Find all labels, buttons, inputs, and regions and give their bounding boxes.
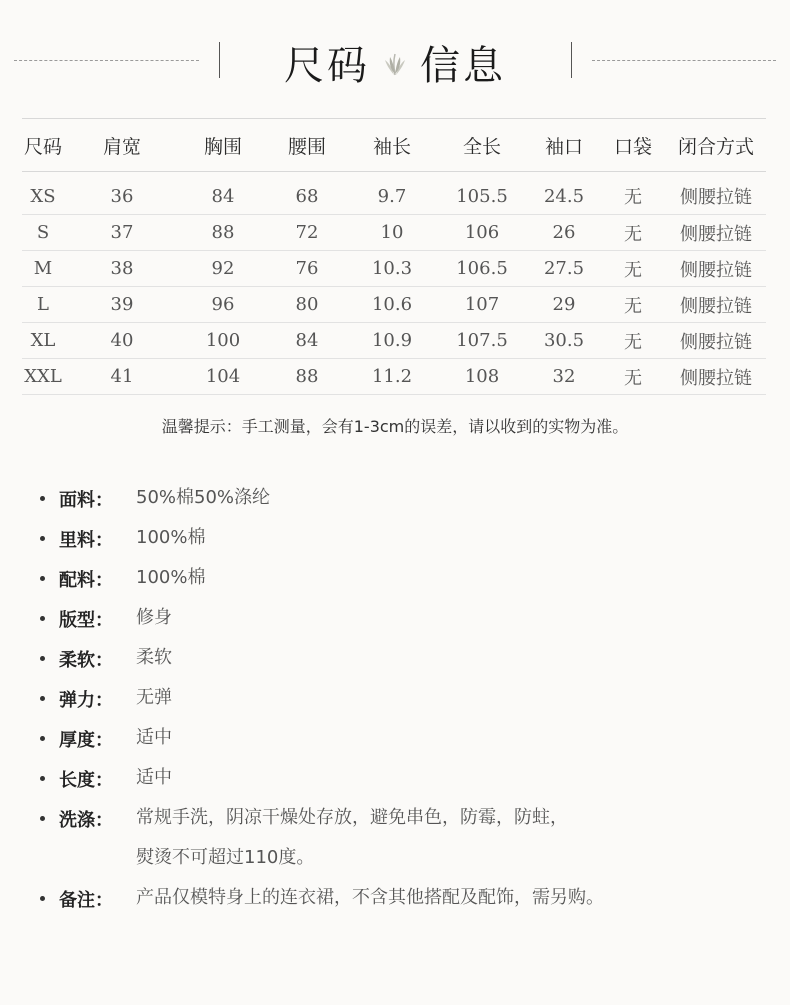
table-cell: 107.5 — [436, 323, 528, 359]
col-header: 闭合方式 — [666, 119, 766, 172]
table-cell: 41 — [64, 359, 180, 395]
attribute-value — [136, 678, 172, 718]
attribute-value — [136, 558, 205, 598]
attribute-value — [136, 758, 172, 798]
attribute-label: 配料： — [59, 570, 113, 591]
table-cell: 无 — [600, 215, 666, 251]
table-cell: M — [22, 251, 64, 287]
table-cell: 84 — [266, 323, 348, 359]
bullet-icon — [40, 736, 45, 741]
title-right: 信息 — [420, 43, 506, 89]
table-row — [22, 172, 766, 215]
attribute-label: 洗涤： — [59, 810, 113, 831]
table-row — [22, 287, 766, 323]
table-cell: 无 — [600, 359, 666, 395]
attribute-label: 面料： — [59, 490, 113, 511]
attribute-item — [38, 800, 768, 880]
table-header-row — [22, 119, 766, 172]
table-cell: 106.5 — [436, 251, 528, 287]
table-cell: 37 — [64, 215, 180, 251]
col-header: 尺码 — [22, 119, 64, 172]
col-header: 袖长 — [348, 119, 436, 172]
table-cell: 29 — [528, 287, 600, 323]
table-cell: 108 — [436, 359, 528, 395]
bullet-icon — [40, 616, 45, 621]
table-cell: XXL — [22, 359, 64, 395]
table-cell: 24.5 — [528, 172, 600, 215]
size-table-wrap — [22, 118, 766, 395]
attribute-item — [38, 520, 768, 560]
attribute-item — [38, 560, 768, 600]
bullet-icon — [40, 576, 45, 581]
attribute-value — [136, 878, 604, 918]
bullet-icon — [40, 896, 45, 901]
table-cell: 27.5 — [528, 251, 600, 287]
table-cell: 68 — [266, 172, 348, 215]
table-cell: 无 — [600, 172, 666, 215]
bullet-icon — [40, 776, 45, 781]
attribute-value-line: 柔软 — [136, 647, 172, 668]
table-cell: 10.6 — [348, 287, 436, 323]
section-title — [230, 34, 560, 91]
table-cell: 105.5 — [436, 172, 528, 215]
attribute-item — [38, 640, 768, 680]
col-header: 肩宽 — [64, 119, 180, 172]
attribute-value-line: 适中 — [136, 727, 172, 748]
attribute-value-line: 50%棉50%涤纶 — [136, 487, 271, 508]
attribute-label: 版型： — [59, 610, 113, 631]
title-left: 尺码 — [284, 43, 370, 89]
col-header: 全长 — [436, 119, 528, 172]
attribute-value-line: 100%棉 — [136, 567, 206, 588]
table-cell: 侧腰拉链 — [666, 323, 766, 359]
attribute-value-line: 常规手洗，阴凉干燥处存放，避免串色，防霉，防蛀， — [136, 807, 568, 828]
table-cell: 侧腰拉链 — [666, 251, 766, 287]
table-row — [22, 323, 766, 359]
table-cell: 侧腰拉链 — [666, 287, 766, 323]
table-row — [22, 359, 766, 395]
measurement-note: 温馨提示：手工测量，会有1-3cm的误差，请以收到的实物为准。 — [161, 417, 629, 436]
table-cell: 96 — [180, 287, 266, 323]
table-cell: 10.9 — [348, 323, 436, 359]
section-header — [0, 0, 790, 118]
table-cell: 10 — [348, 215, 436, 251]
table-cell: S — [22, 215, 64, 251]
attribute-value-line: 100%棉 — [136, 527, 206, 548]
bullet-icon — [40, 696, 45, 701]
table-cell: 26 — [528, 215, 600, 251]
table-cell: 侧腰拉链 — [666, 359, 766, 395]
table-row — [22, 251, 766, 287]
table-cell: 36 — [64, 172, 180, 215]
table-cell: 侧腰拉链 — [666, 215, 766, 251]
attribute-value — [136, 478, 270, 518]
table-cell: 88 — [180, 215, 266, 251]
bullet-icon — [40, 816, 45, 821]
table-cell: 39 — [64, 287, 180, 323]
bullet-icon — [40, 656, 45, 661]
header-bar-left — [219, 42, 220, 78]
table-cell: 40 — [64, 323, 180, 359]
attribute-value — [136, 598, 172, 638]
attribute-value-line: 适中 — [136, 767, 172, 788]
table-cell: 72 — [266, 215, 348, 251]
table-cell: 104 — [180, 359, 266, 395]
table-cell: 100 — [180, 323, 266, 359]
col-header: 胸围 — [180, 119, 266, 172]
attribute-item — [38, 680, 768, 720]
table-cell: XS — [22, 172, 64, 215]
attribute-label: 柔软： — [59, 650, 113, 671]
table-cell: 30.5 — [528, 323, 600, 359]
attribute-value — [136, 518, 205, 558]
attribute-item — [38, 720, 768, 760]
table-row — [22, 215, 766, 251]
leaf-icon — [380, 48, 410, 78]
header-bar-right — [571, 42, 572, 78]
table-cell: 侧腰拉链 — [666, 172, 766, 215]
table-cell: 无 — [600, 251, 666, 287]
table-cell: 92 — [180, 251, 266, 287]
table-cell: 107 — [436, 287, 528, 323]
table-cell: 80 — [266, 287, 348, 323]
bullet-icon — [40, 496, 45, 501]
table-cell: 32 — [528, 359, 600, 395]
table-cell: 无 — [600, 287, 666, 323]
attribute-label: 备注： — [59, 890, 113, 911]
header-dash-right — [592, 60, 776, 61]
table-cell: 38 — [64, 251, 180, 287]
table-cell: L — [22, 287, 64, 323]
attribute-label: 厚度： — [59, 730, 113, 751]
col-header: 口袋 — [600, 119, 666, 172]
attribute-value-line: 熨烫不可超过110度。 — [136, 847, 315, 868]
attribute-item — [38, 480, 768, 520]
attribute-value — [136, 718, 172, 758]
attribute-item — [38, 600, 768, 640]
header-dash-left — [14, 60, 199, 61]
col-header: 腰围 — [266, 119, 348, 172]
table-cell: 无 — [600, 323, 666, 359]
attribute-value-line: 无弹 — [136, 687, 172, 708]
table-cell: 76 — [266, 251, 348, 287]
attribute-value-line: 修身 — [136, 607, 172, 628]
table-cell: 11.2 — [348, 359, 436, 395]
table-cell: 88 — [266, 359, 348, 395]
attribute-label: 弹力： — [59, 690, 113, 711]
attribute-item — [38, 760, 768, 800]
attribute-value-line: 产品仅模特身上的连衣裙，不含其他搭配及配饰，需另购。 — [136, 887, 604, 908]
attribute-value — [136, 798, 568, 878]
size-table — [22, 118, 766, 395]
attribute-item — [38, 880, 768, 920]
col-header: 袖口 — [528, 119, 600, 172]
attribute-label: 长度： — [59, 770, 113, 791]
attribute-list — [38, 480, 768, 920]
attribute-label: 里料： — [59, 530, 113, 551]
attribute-value — [136, 638, 172, 678]
table-cell: 10.3 — [348, 251, 436, 287]
table-cell: XL — [22, 323, 64, 359]
table-cell: 106 — [436, 215, 528, 251]
table-cell: 84 — [180, 172, 266, 215]
bullet-icon — [40, 536, 45, 541]
table-cell: 9.7 — [348, 172, 436, 215]
